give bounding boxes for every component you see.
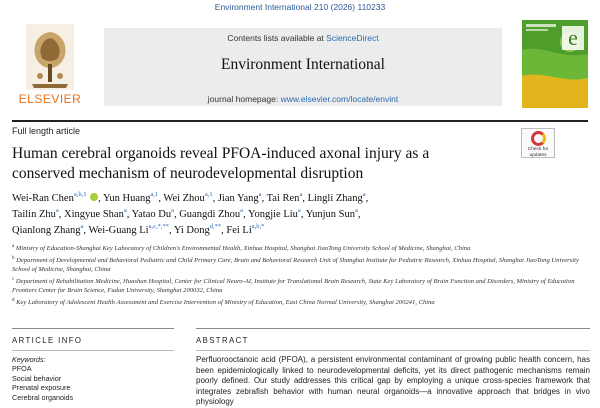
- article-info-heading: ARTICLE INFO: [12, 336, 83, 345]
- elsevier-wordmark: ELSEVIER: [18, 92, 82, 106]
- affiliation-text: Key Laboratory of Adolescent Health Assessment and Exercise Intervention of Ministry of Education, East China Normal University, Shanghai 200241, China: [16, 298, 435, 306]
- author-name[interactable]: Qianlong Zhang: [12, 225, 81, 236]
- article-title: [12, 144, 512, 184]
- author-name[interactable]: Lingli Zhang: [307, 193, 363, 204]
- author[interactable]: [132, 209, 174, 220]
- contents-line: [104, 33, 502, 43]
- author-affiliation-marker[interactable]: a,b,1: [73, 191, 87, 198]
- affiliation: [12, 242, 596, 253]
- author-name[interactable]: Guangdi Zhou: [179, 209, 241, 220]
- article-info-subrule: [12, 350, 174, 351]
- author-name[interactable]: Yatao Du: [131, 209, 172, 220]
- author-line: Tailin Zhu$^a$, Xingyue Shan$^a$, Yatao Du$^a$, Guangdi Zhou$^a$, Yongjie Liu$^a$, Yunjun Sun$^a$,: [12, 207, 361, 220]
- keyword: Prenatal exposure: [12, 383, 71, 393]
- affiliation-key: c: [12, 276, 15, 282]
- author-name[interactable]: Yi Dong: [173, 225, 210, 236]
- author[interactable]: [64, 209, 127, 220]
- orcid-icon[interactable]: [90, 193, 98, 201]
- article-info-rule: [12, 328, 174, 329]
- journal-cover-image[interactable]: [522, 20, 588, 108]
- title-line: conserved mechanism of neurodevelopmental disruption: [12, 165, 364, 182]
- author-affiliation-marker[interactable]: a: [362, 191, 366, 198]
- author-affiliation-marker[interactable]: a: [297, 207, 301, 214]
- check-for-updates-button[interactable]: [521, 128, 555, 158]
- running-head[interactable]: Environment International 210 (2026) 110233: [214, 2, 386, 12]
- title-line: Human cerebral organoids reveal PFOA-induced axonal injury as a: [12, 145, 430, 162]
- updates-icon: [531, 131, 546, 146]
- affiliation: [12, 254, 596, 275]
- abstract-heading: ABSTRACT: [196, 336, 249, 345]
- author-list: [12, 191, 592, 239]
- journal-info-box: [104, 28, 502, 106]
- author-affiliation-marker[interactable]: a: [355, 207, 358, 214]
- author[interactable]: [103, 193, 158, 204]
- author-line: Wei-Ran Chen$^{a,b,1}$ , Yun Huang$^{a,1}$, Wei Zhou$^{a,1}$, Jian Yang$^a$, Tai Ren$^a$, Lingli Zhang$^a$,: [12, 191, 369, 204]
- author-name[interactable]: Jian Yang: [217, 193, 259, 204]
- affiliation: [12, 296, 596, 307]
- author-affiliation-marker[interactable]: a: [240, 207, 244, 214]
- author-name[interactable]: Tailin Zhu: [12, 209, 56, 220]
- author-affiliation-marker[interactable]: a: [171, 207, 174, 214]
- author[interactable]: [248, 209, 301, 220]
- elsevier-tree-icon: [26, 24, 74, 90]
- updates-label-line1: Check for: [527, 147, 549, 152]
- abstract-text: Perfluorooctanoic acid (PFOA), a persistent environmental contaminant of growing public health concern, has been epidemiologically linked to neurodevelopmental deficits, yet its direct pathogenic mechanisms remain poorly defined. Our study addresses this critical gap by employing a unique cross-species framework that integrates zebrafish behavior with human neural organoids—a innovative approach that bridges in vivo physiology: [196, 355, 590, 407]
- contents-prefix: Contents lists available at: [227, 33, 327, 43]
- author[interactable]: [179, 209, 243, 220]
- author-affiliation-marker[interactable]: a: [80, 223, 84, 230]
- affiliation-list: [12, 242, 596, 308]
- author-name[interactable]: Tai Ren: [266, 193, 300, 204]
- sciencedirect-link[interactable]: ScienceDirect: [326, 33, 379, 43]
- author-affiliation-marker[interactable]: a,1: [150, 191, 159, 198]
- abstract-subrule: [196, 350, 590, 351]
- homepage-prefix: journal homepage:: [207, 94, 281, 104]
- elsevier-logo[interactable]: [12, 20, 88, 118]
- keyword: PFOA: [12, 364, 32, 374]
- affiliation-key: d: [12, 297, 15, 303]
- author-affiliation-marker[interactable]: a: [55, 207, 59, 214]
- keyword: Social behavior: [12, 373, 62, 383]
- author[interactable]: [174, 225, 221, 236]
- author-affiliation-marker[interactable]: a,1: [204, 191, 213, 198]
- masthead: [12, 20, 588, 118]
- author-name[interactable]: Fei Li: [226, 225, 252, 236]
- author-affiliation-marker[interactable]: d,**: [209, 223, 222, 230]
- author-affiliation-marker[interactable]: a,b,*: [251, 223, 265, 230]
- author-name[interactable]: Yongjie Liu: [247, 209, 298, 220]
- author-name[interactable]: Wei-Ran Chen: [12, 193, 74, 204]
- svg-text:e: e: [568, 25, 578, 50]
- updates-label-line2: updates: [529, 152, 547, 158]
- author-name[interactable]: Xingyue Shan: [64, 209, 124, 220]
- journal-homepage-link[interactable]: www.elsevier.com/locate/envint: [280, 94, 399, 104]
- author[interactable]: [306, 209, 358, 220]
- abstract-rule: [196, 328, 590, 329]
- keywords-list: [12, 355, 172, 402]
- updates-label: [522, 147, 554, 158]
- author[interactable]: [12, 193, 98, 204]
- author-affiliation-marker[interactable]: a: [258, 191, 262, 198]
- author[interactable]: [88, 225, 169, 236]
- author-name[interactable]: Yunjun Sun: [305, 209, 355, 220]
- author[interactable]: [218, 193, 262, 204]
- author-name[interactable]: Yun Huang: [103, 193, 151, 204]
- affiliation-key: b: [12, 255, 15, 261]
- affiliation: [12, 275, 596, 296]
- author-affiliation-marker[interactable]: a: [299, 191, 303, 198]
- header-rule: [12, 120, 588, 122]
- author-name[interactable]: Wei-Guang Li: [88, 225, 149, 236]
- author[interactable]: [308, 193, 366, 204]
- author[interactable]: [267, 193, 303, 204]
- author[interactable]: [226, 225, 264, 236]
- author[interactable]: [163, 193, 212, 204]
- keyword: Cerebral organoids: [12, 392, 74, 402]
- affiliation-key: a: [12, 244, 15, 249]
- affiliation-text: Department of Developmental and Behavioral Pediatric and Child Primary Care, Brain and Behavioral Research Unit of Shanghai Institute for Pediatric Research, Xinhua Hospital, Shanghai JiaoTong University School of Medicine, Shanghai, China: [12, 256, 579, 274]
- article-type: Full length article: [12, 126, 81, 136]
- affiliation-text: Department of Rehabilitation Medicine, Huashan Hospital, Center for Clinical Neuro-AI, Institute for Translational Brain Research, State Key Laboratory of Brain Function and Disorders, Ministry of Education Frontiers Center for Brain Science, Fudan University, Shanghai 200032, China: [12, 277, 575, 295]
- journal-title: Environment International: [221, 56, 385, 73]
- affiliation-text: Ministry of Education-Shanghai Key Laboratory of Children's Environmental Health, Xinhua Hospital, Shanghai JiaoTong University School of Medicine, Shanghai, China: [15, 245, 471, 253]
- author-affiliation-marker[interactable]: a,c,*,**: [148, 223, 169, 230]
- keywords-heading: Keywords:: [12, 355, 46, 364]
- author[interactable]: [12, 209, 59, 220]
- author-name[interactable]: Wei Zhou: [163, 193, 205, 204]
- homepage-line: [104, 94, 502, 104]
- author[interactable]: [12, 225, 83, 236]
- author-affiliation-marker[interactable]: a: [123, 207, 127, 214]
- author-line: Qianlong Zhang$^a$, Wei-Guang $Li^{a,c,*,**}$, Yi Dong$^{d,**}$, Fei $Li^{a,b,*}$: [12, 223, 265, 236]
